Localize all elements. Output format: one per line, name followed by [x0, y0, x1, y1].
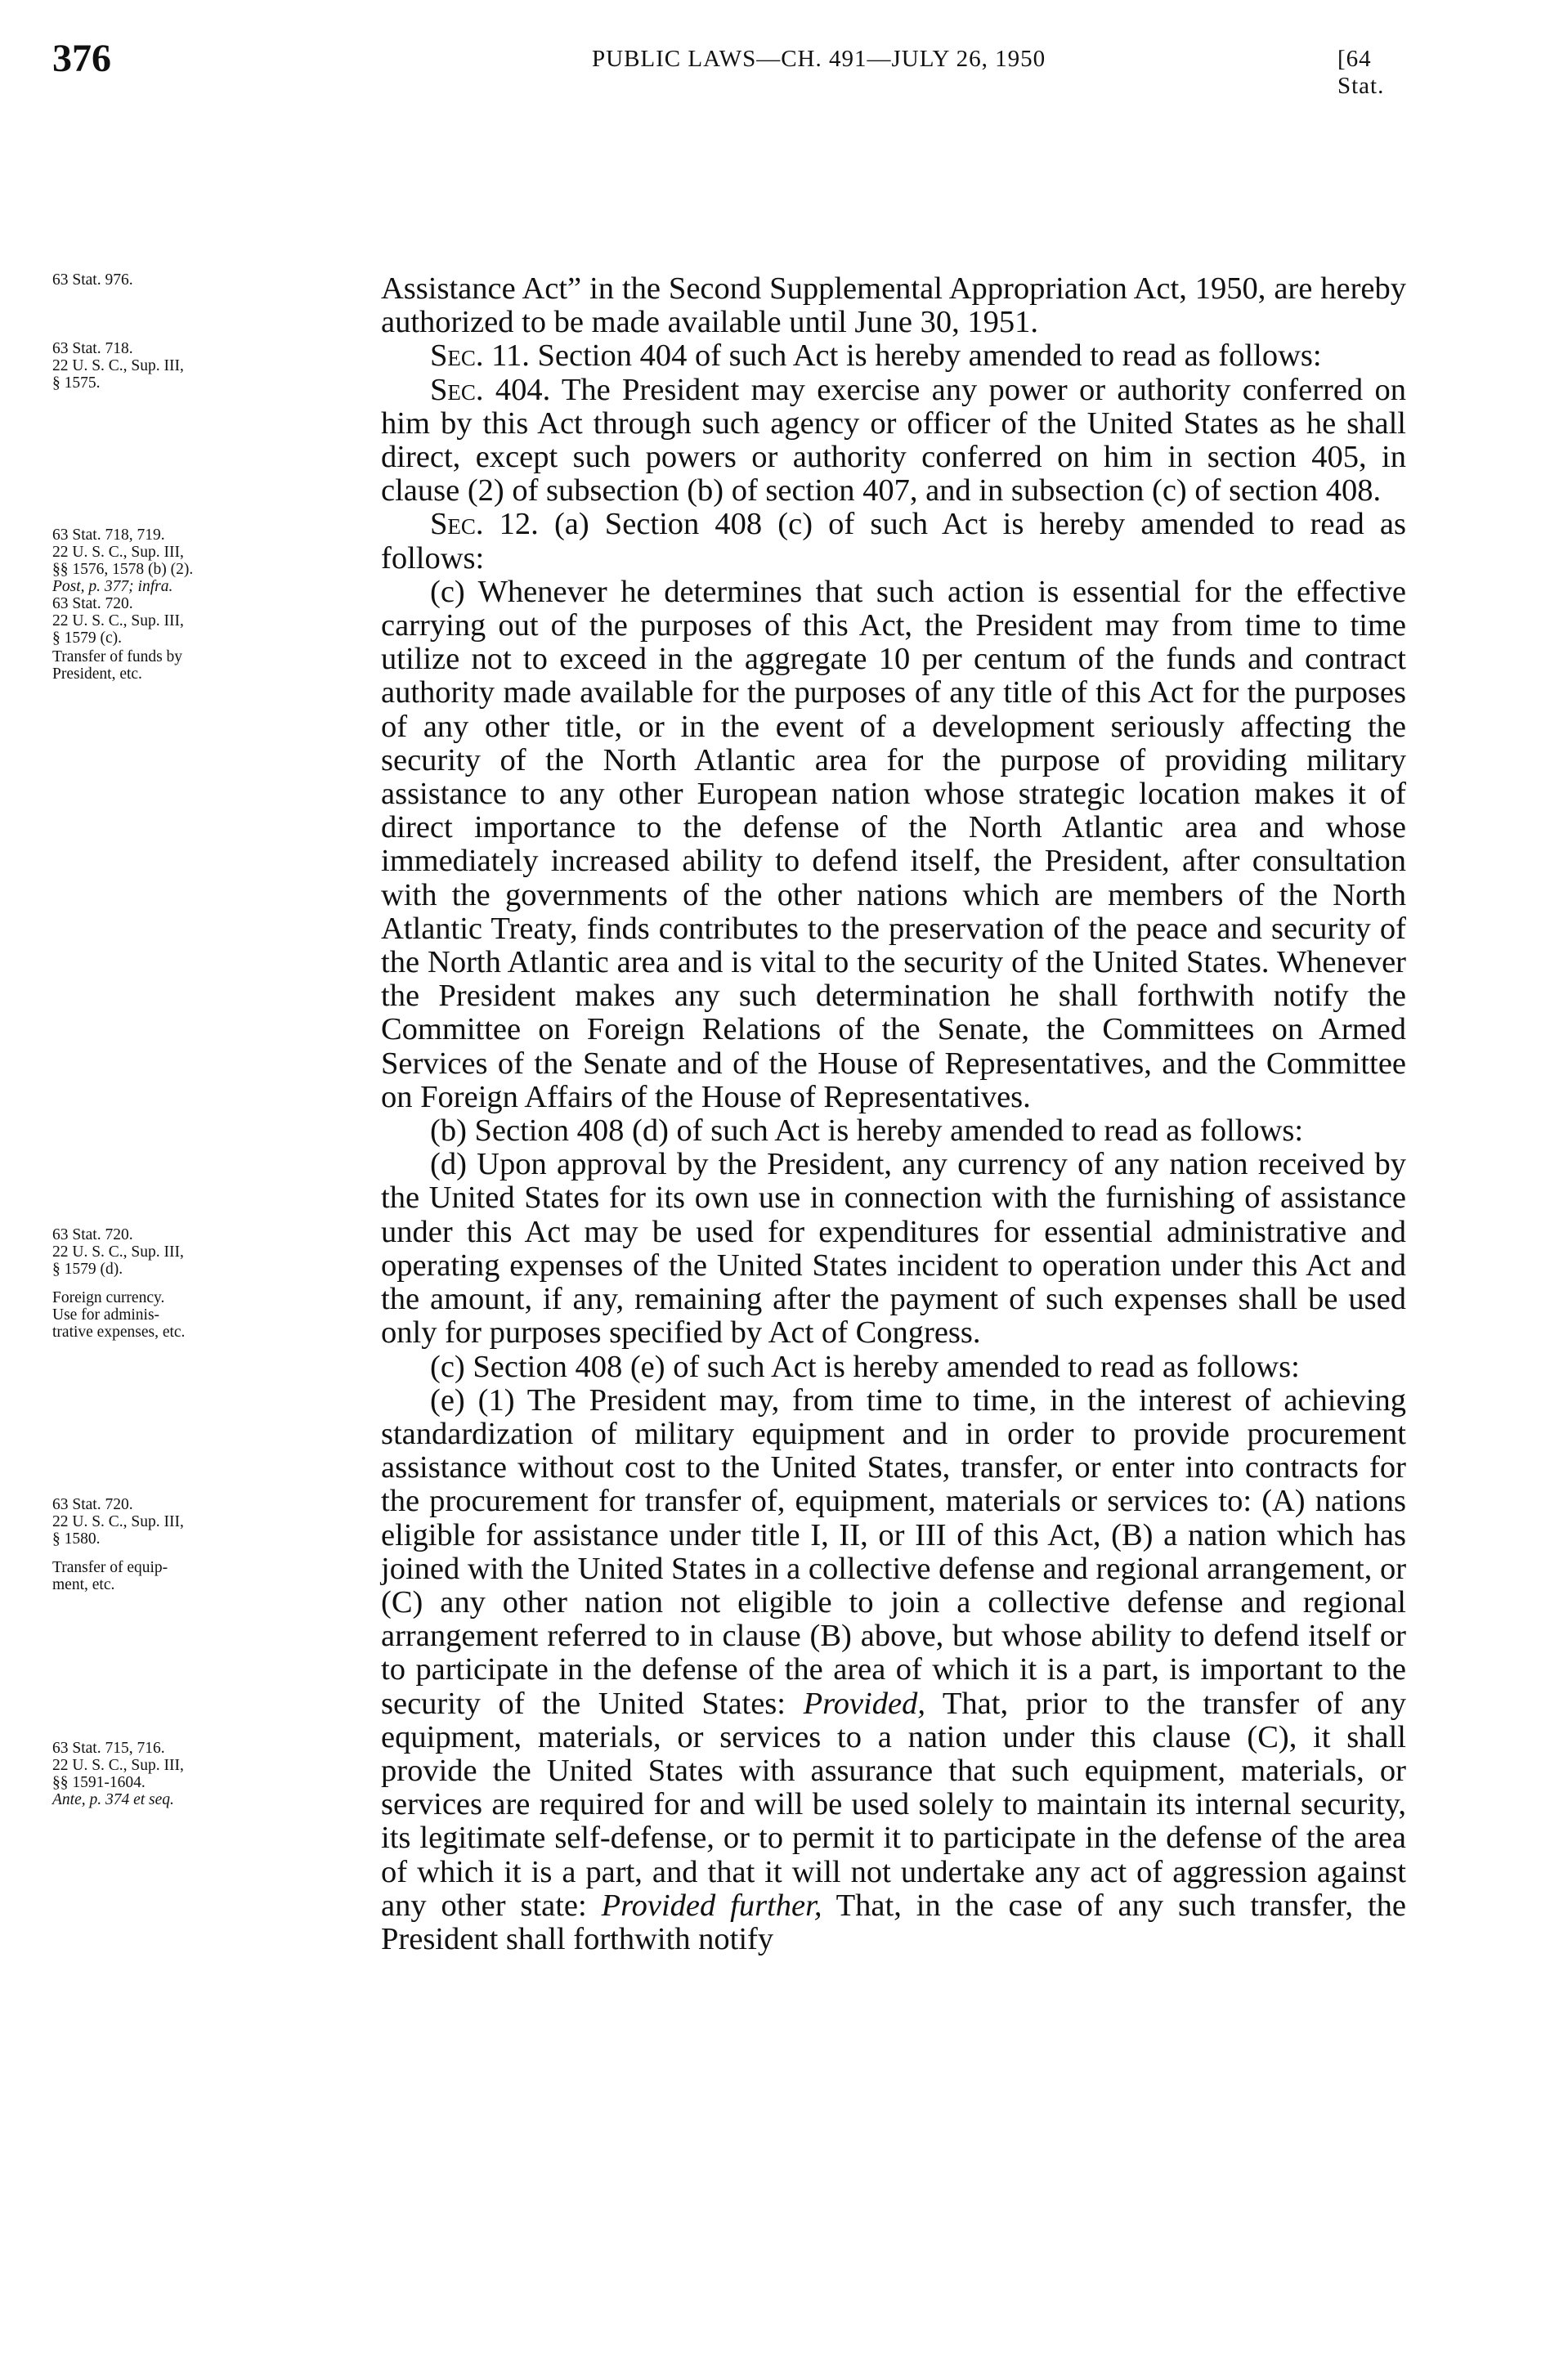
paragraph-text: (c) Whenever he determines that such action is essential for the effective carrying out of the purposes of this Act, the President may from time to time utilize not to exceed in the aggregate 10 per centum of the funds and contract authority made available for the purposes of any title of this Act for the purposes of any other title, or in the event of a development seriously affecting the security of the North Atlantic area for the purpose of providing military assistance to any other European nation whose strategic location makes it of direct importance to the defense of the North Atlantic area and whose immediately increased ability to defend itself, the President, after consultation with the governments of the other nations which are members of the North Atlantic Treaty, finds contributes to the preservation of the peace and security of the North Atlantic area and is vital to the security of the United States. Whenever the President makes any such determination he shall forthwith notify the Committee on Foreign Relations of the Senate, the Committees on Armed Services of the Senate and of the House of Representatives, and the Committee on Foreign Affairs of the House of Representatives. — [381, 574, 1406, 1114]
margin-note-3 — [52, 526, 314, 683]
margin-note-line: Post, p. 377; infra. — [52, 578, 173, 595]
margin-note-line: 63 Stat. 720. — [52, 1496, 133, 1513]
running-title: PUBLIC LAWS—CH. 491—JULY 26, 1950 — [592, 46, 1046, 72]
paragraph-text: Assistance Act” in the Second Supplemental Appropriation Act, 1950, are hereby authorized to be made available until June 30, 1951. — [381, 271, 1406, 340]
margin-note-line: 22 U. S. C., Sup. III, — [52, 1243, 184, 1261]
paragraph-sec-11 — [381, 339, 1406, 373]
paragraph-sec-404 — [381, 374, 1406, 508]
margin-note-line: 63 Stat. 718. — [52, 340, 133, 357]
margin-note-line: 63 Stat. 720. — [52, 1226, 133, 1243]
proviso-label: Provided further, — [601, 1888, 822, 1923]
margin-note-line: ment, etc. — [52, 1576, 115, 1593]
paragraph-text: The President may exercise any power or authority conferred on him by this Act through such agency or officer of the United States as he shall direct, except such powers or authority conferred on him in section 405, in clause (2) of subsection (b) of section 407, and in subsection (c) of section 408. — [381, 372, 1406, 508]
paragraph-b — [381, 1114, 1406, 1148]
margin-note-line: Transfer of equip- — [52, 1559, 168, 1576]
margin-note-line: 22 U. S. C., Sup. III, — [52, 1757, 184, 1774]
margin-note-line: 63 Stat. 976. — [52, 271, 133, 289]
margin-note-line: Foreign currency. — [52, 1289, 165, 1306]
paragraph-subsection-c — [381, 576, 1406, 1114]
paragraph-text: (c) Section 408 (e) of such Act is hereby amended to read as follows: — [430, 1349, 1300, 1384]
margin-note-1 — [52, 271, 314, 289]
statute-reference: [64 Stat. — [1337, 46, 1385, 99]
margin-note-line: President, etc. — [52, 665, 142, 683]
margin-note-line: 63 Stat. 720. — [52, 595, 133, 612]
paragraph-subsection-d — [381, 1148, 1406, 1350]
paragraph-c — [381, 1351, 1406, 1384]
page-header — [52, 36, 1409, 99]
section-label: Sec. 404. — [430, 372, 551, 407]
margin-note-6 — [52, 1740, 314, 1808]
paragraph-text: That, prior to the transfer of any equipment, materials, or services to a nation under this clause (C), it shall provide the United States with assurance that such equipment, materials, or services are required for and will be used solely to maintain its internal security, its legitimate self-defense, or to permit it to participate in the defense of the area of which it is a part, and that it will not undertake any act of aggression against any other state: — [381, 1686, 1406, 1923]
section-label: Sec. 12. — [430, 507, 539, 542]
margin-note-line: §§ 1576, 1578 (b) (2). — [52, 561, 194, 578]
margin-note-line: Transfer of funds by — [52, 648, 183, 665]
margin-note-line: trative expenses, etc. — [52, 1324, 186, 1341]
section-label: Sec. 11. — [430, 338, 530, 374]
margin-note-line: 22 U. S. C., Sup. III, — [52, 1513, 184, 1530]
margin-note-line: 22 U. S. C., Sup. III, — [52, 357, 184, 374]
page-number: 376 — [52, 37, 111, 80]
margin-note-line: § 1575. — [52, 374, 101, 392]
paragraph-continuation — [381, 272, 1406, 339]
paragraph-subsection-e — [381, 1384, 1406, 1956]
margin-note-line: § 1580. — [52, 1530, 101, 1548]
paragraph-sec-12 — [381, 508, 1406, 575]
paragraph-text: Section 404 of such Act is hereby amended to read as follows: — [529, 338, 1322, 374]
margin-note-line: § 1579 (d). — [52, 1261, 123, 1278]
margin-note-line: § 1579 (c). — [52, 629, 123, 647]
margin-note-line: 22 U. S. C., Sup. III, — [52, 544, 184, 561]
margin-note-line: 63 Stat. 715, 716. — [52, 1740, 165, 1757]
margin-note-5 — [52, 1496, 314, 1593]
margin-note-4 — [52, 1226, 314, 1341]
margin-note-line: Ante, p. 374 et seq. — [52, 1791, 174, 1808]
margin-note-2 — [52, 340, 314, 392]
paragraph-text: (e) (1) The President may, from time to time, in the interest of achieving standardization of military equipment and in order to provide procurement assistance without cost to the United States, transfer, or enter into contracts for the procurement for transfer of, equipment, materials or services to: (A) nations eligible for assistance under title I, II, or III of this Act, (B) a nation which has joined with the United States in a collective defense and regional arrangement, or (C) any other nation not eligible to join a collective defense and regional arrangement referred to in clause (B) above, but whose ability to defend itself or to participate in the defense of the area of which it is a part, is important to the security of the United States: — [381, 1382, 1407, 1721]
paragraph-text: (b) Section 408 (d) of such Act is hereby amended to read as follows: — [430, 1113, 1304, 1149]
paragraph-text: (d) Upon approval by the President, any currency of any nation received by the United States for its own use in connection with the furnishing of assistance under this Act may be used for expenditures for essential administrative and operating expenses of the United States incident to operation under this Act and the amount, if any, remaining after the payment of such expenses shall be used only for purposes specified by Act of Congress. — [381, 1147, 1406, 1351]
proviso-label: Provided, — [803, 1686, 925, 1721]
margin-note-line: 22 U. S. C., Sup. III, — [52, 612, 184, 629]
margin-note-line: §§ 1591-1604. — [52, 1774, 146, 1791]
margin-note-line: 63 Stat. 718, 719. — [52, 526, 165, 544]
margin-note-line: Use for adminis- — [52, 1306, 160, 1324]
body-text — [381, 272, 1406, 1956]
paragraph-text: That, in the case of any such transfer, the President shall forthwith notify — [381, 1888, 1406, 1956]
paragraph-text: (a) Section 408 (c) of such Act is hereby amended to read as follows: — [381, 507, 1407, 576]
